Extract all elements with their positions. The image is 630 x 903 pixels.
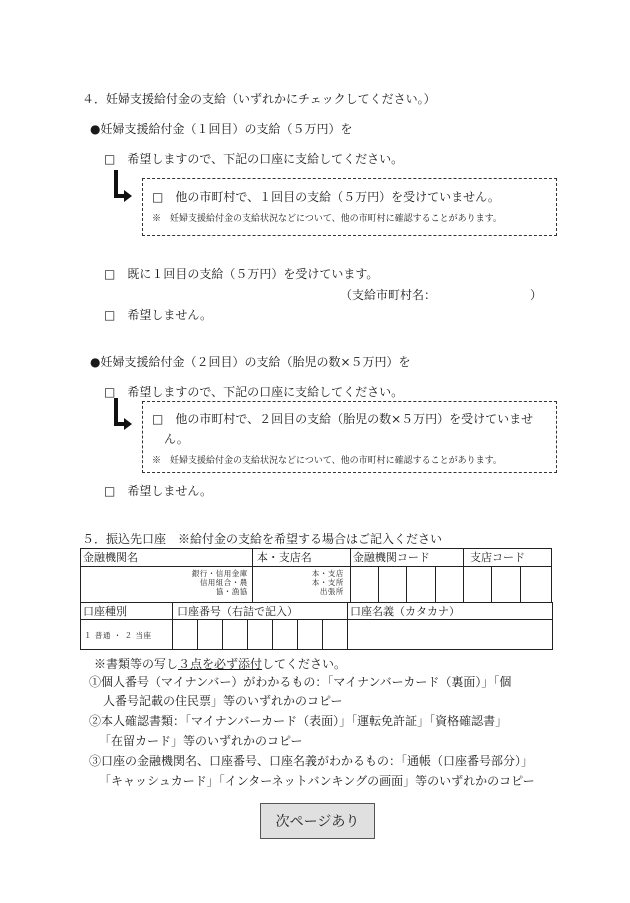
first-box-note: ※ 妊婦支援給付金の支給状況などについて、他の市町村に確認することがあります。 [152, 214, 502, 224]
branch-name-field[interactable] [252, 567, 350, 603]
account-number-digit[interactable] [323, 620, 348, 650]
account-number-header: 口座番号（右詰で記入） [173, 603, 348, 620]
documents-intro: ※書類等の写し３点を必ず添付してください。 [94, 657, 347, 671]
second-not-received-cont: ん。 [164, 432, 189, 446]
municipality-close: ） [530, 288, 543, 302]
section5-heading: ５．振込先口座 ※給付金の支給を希望する場合はご記入ください [82, 532, 443, 546]
bank-types-3: 協・漁協 [215, 587, 248, 596]
bank-code-digit[interactable] [350, 567, 378, 603]
account-table [80, 602, 553, 650]
doc-item-1: ①個人番号（マイナンバー）がわかるもの：「マイナンバーカード（裏面）」「個 [89, 675, 512, 689]
second-payment-title: ●妊婦支援給付金（２回目）の支給（胎児の数×５万円）を [90, 355, 411, 369]
bank-types-1: 銀行・信用金庫 [191, 569, 248, 578]
arrow-icon [112, 398, 134, 434]
bank-name-header: 金融機関名 [81, 549, 253, 567]
account-type-header: 口座種別 [81, 603, 173, 620]
account-number-digit[interactable] [198, 620, 223, 650]
branch-code-digit[interactable] [492, 567, 520, 603]
account-number-digit[interactable] [248, 620, 273, 650]
first-not-received-checkbox[interactable]: □ 他の市町村で、１回目の支給（５万円）を受けていません。 [152, 190, 500, 204]
bank-code-digit[interactable] [407, 567, 435, 603]
doc-item-2-cont: 「在留カード」等のいずれかのコピー [99, 734, 303, 748]
account-number-digit[interactable] [173, 620, 198, 650]
bank-types-2: 信用組合・農 [199, 578, 248, 587]
doc-item-2: ②本人確認書類：「マイナンバーカード（表面）」「運転免許証」「資格確認書」 [89, 714, 508, 728]
doc-item-3: ③口座の金融機関名、口座番号、口座名義がわかるもの：「通帳（口座番号部分）」 [89, 754, 534, 768]
second-no-checkbox[interactable]: □ 希望しません。 [104, 484, 213, 498]
municipality-label: （支給市町村名： [340, 288, 437, 302]
second-wish-checkbox[interactable]: □ 希望しますので、下記の口座に支給してください。 [104, 385, 404, 399]
second-not-received-checkbox[interactable]: □ 他の市町村で、２回目の支給（胎児の数×５万円）を受けていませ [152, 412, 534, 426]
bank-name-field[interactable] [81, 567, 253, 603]
branch-types-3: 出張所 [319, 587, 344, 596]
account-type-field[interactable] [81, 620, 173, 650]
doc-item-3-cont: 「キャッシュカード」「インターネットバンキングの画面」等のいずれかのコピー [99, 774, 535, 788]
first-no-checkbox[interactable]: □ 希望しません。 [104, 308, 213, 322]
branch-types-1: 本・支店 [311, 569, 344, 578]
account-number-digit[interactable] [298, 620, 323, 650]
account-number-digit[interactable] [223, 620, 248, 650]
branch-name-header: 本・支店名 [252, 549, 350, 567]
bank-code-header: 金融機関コード [350, 549, 463, 567]
bank-code-digit[interactable] [379, 567, 407, 603]
account-number-digit[interactable] [273, 620, 298, 650]
first-payment-title: ●妊婦支援給付金（１回目）の支給（５万円）を [90, 122, 353, 136]
arrow-icon [112, 170, 134, 206]
first-received-checkbox[interactable]: □ 既に１回目の支給（５万円）を受けています。 [104, 267, 379, 281]
second-box-note: ※ 妊婦支援給付金の支給状況などについて、他の市町村に確認することがあります。 [152, 456, 502, 466]
next-page-button[interactable]: 次ページあり [260, 803, 375, 839]
bank-code-digit[interactable] [435, 567, 463, 603]
documents-emphasis: ３点を必ず添付 [178, 657, 263, 671]
branch-code-header: 支店コード [464, 549, 552, 567]
bank-account-table [80, 548, 552, 603]
account-type-options: １ 普通 ・ ２ 当座 [84, 631, 152, 640]
account-name-field[interactable] [348, 620, 553, 650]
doc-item-1-cont: 人番号記載の住民票」等のいずれかのコピー [103, 694, 343, 708]
first-condition-box [142, 178, 557, 236]
section4-heading: ４．妊婦支援給付金の支給（いずれかにチェックしてください。） [82, 92, 436, 106]
account-name-header: 口座名義（カタカナ） [348, 603, 553, 620]
branch-code-digit[interactable] [520, 567, 551, 603]
first-wish-checkbox[interactable]: □ 希望しますので、下記の口座に支給してください。 [104, 152, 404, 166]
branch-code-digit[interactable] [464, 567, 492, 603]
branch-types-2: 本・支所 [311, 578, 344, 587]
